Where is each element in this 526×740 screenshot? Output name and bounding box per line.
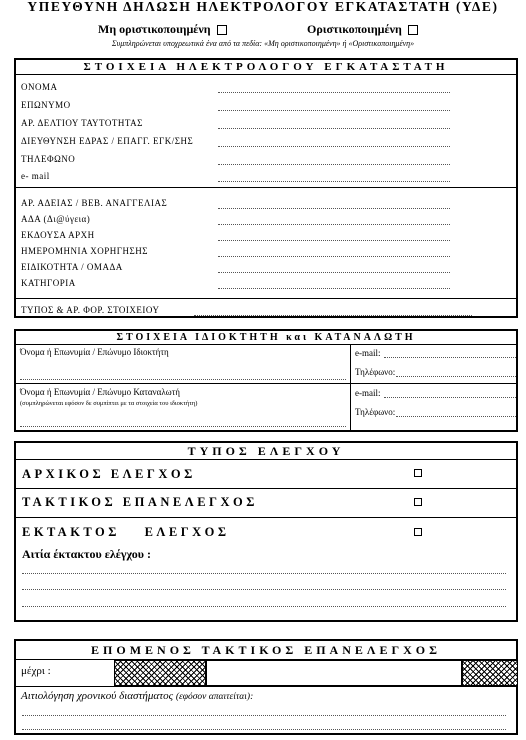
consumer-note: (συμπληρώνεται εφόσον δε συμπίπτει με τα στοιχεία του ιδιοκτήτη) xyxy=(20,400,198,407)
field-label: ΤΥΠΟΣ & ΑΡ. ΦΟΡ. ΣΤΟΙΧΕΙΟΥ xyxy=(21,305,160,315)
initial-inspection-checkbox[interactable] xyxy=(414,469,422,477)
initial-inspection-label: ΑΡΧΙΚΟΣ ΕΛΕΓΧΟΣ xyxy=(22,467,196,481)
periodic-inspection-label: ΤΑΚΤΙΚΟΣ ΕΠΑΝΕΛΕΓΧΟΣ xyxy=(22,495,258,509)
option-final-label: Οριστικοποιημένη xyxy=(307,22,402,36)
issuing-authority-input[interactable] xyxy=(218,240,450,241)
consumer-name-label: Όνομα ή Επωνυμία / Επώνυμο Καταναλωτή xyxy=(20,387,180,397)
electrician-section xyxy=(14,58,518,318)
until-label: μέχρι : xyxy=(21,665,51,677)
reason-label: Αιτία έκτακτου ελέγχου : xyxy=(22,547,151,561)
final-checkbox[interactable] xyxy=(408,25,418,35)
header-note: Συμπληρώνεται υποχρεωτικά ένα από τα πεδία: «Μη οριστικοποιημένη» ή «Οριστικοποιημένη» xyxy=(111,39,415,48)
justification-label-text: Αιτιολόγηση χρονικού διαστήματος xyxy=(21,690,174,702)
owner-name-input[interactable] xyxy=(20,379,346,380)
owner-name-label: Όνομα ή Επωνυμία / Επώνυμο Ιδιοκτήτη xyxy=(20,347,169,357)
inspection-heading: ΤΥΠΟΣ ΕΛΕΓΧΟΥ xyxy=(16,443,516,460)
page-title: ΥΠΕΥΘΥΝΗ ΔΗΛΩΣΗ ΗΛΕΚΤΡΟΛΟΓΟΥ ΕΓΚΑΤΑΣΤΑΤΗ (ΥΔΕ) xyxy=(27,0,499,14)
field-label: ΚΑΤΗΓΟΡΙΑ xyxy=(21,278,76,288)
option-non-final[interactable] xyxy=(98,22,227,37)
specialty-input[interactable] xyxy=(218,272,450,273)
field-label: ΕΙΔΙΚΟΤΗΤΑ / ΟΜΑΔΑ xyxy=(21,262,123,272)
extraordinary-inspection-label: ΕΚΤΑΚΤΟΣ ΕΛΕΓΧΟΣ xyxy=(22,525,230,539)
consumer-phone-input[interactable] xyxy=(396,416,516,417)
field-label: ΑΔΑ (Δι@ύγεια) xyxy=(21,214,91,224)
license-input[interactable] xyxy=(218,208,450,209)
tax-id-input[interactable] xyxy=(194,315,472,316)
address-input[interactable] xyxy=(218,146,450,147)
field-label: ΑΡ. ΔΕΛΤΙΟΥ ΤΑΥΤΟΤΗΤΑΣ xyxy=(21,118,143,128)
consumer-email-input[interactable] xyxy=(384,397,516,398)
field-label: ΤΗΛΕΦΩΝΟ xyxy=(21,154,76,164)
reason-line[interactable] xyxy=(22,573,506,574)
extraordinary-inspection-checkbox[interactable] xyxy=(414,528,422,536)
field-label: ΑΡ. ΑΔΕΙΑΣ / ΒΕΒ. ΑΝΑΓΓΕΛΙΑΣ xyxy=(21,198,168,208)
reason-line[interactable] xyxy=(22,606,506,607)
ada-input[interactable] xyxy=(218,224,450,225)
until-date-input[interactable] xyxy=(206,660,462,686)
inspection-section xyxy=(14,441,518,622)
owner-heading: ΣΤΟΙΧΕΙΑ ΙΔΙΟΚΤΗΤΗ και ΚΑΤΑΝΑΛΩΤΗ xyxy=(16,331,516,345)
column-divider xyxy=(350,345,351,432)
category-input[interactable] xyxy=(218,288,450,289)
periodic-inspection-checkbox[interactable] xyxy=(414,498,422,506)
owner-phone-label: Τηλέφωνο: xyxy=(355,367,396,377)
divider xyxy=(16,686,516,687)
owner-section xyxy=(14,329,518,432)
phone-input[interactable] xyxy=(218,164,450,165)
id-number-input[interactable] xyxy=(218,128,450,129)
non-final-checkbox[interactable] xyxy=(217,25,227,35)
consumer-phone-label: Τηλέφωνο: xyxy=(355,407,396,417)
next-inspection-heading: ΕΠΟΜΕΝΟΣ ΤΑΚΤΙΚΟΣ ΕΠΑΝΕΛΕΓΧΟΣ xyxy=(16,641,516,660)
divider xyxy=(16,298,516,299)
justification-note: (εφόσον απαιτείται): xyxy=(175,692,254,702)
hatched-area xyxy=(114,660,206,686)
owner-phone-input[interactable] xyxy=(396,376,516,377)
divider xyxy=(16,187,516,188)
field-label: ΟΝΟΜΑ xyxy=(21,82,58,92)
field-label: ΗΜΕΡΟΜΗΝΙΑ ΧΟΡΗΓΗΣΗΣ xyxy=(21,246,148,256)
field-label: ΕΚΔΟΥΣΑ ΑΡΧΗ xyxy=(21,230,95,240)
option-final[interactable] xyxy=(307,22,418,37)
issue-date-input[interactable] xyxy=(218,256,450,257)
justification-label xyxy=(21,690,253,702)
electrician-heading: ΣΤΟΙΧΕΙΑ ΗΛΕΚΤΡΟΛΟΓΟΥ ΕΓΚΑΤΑΣΤΑΤΗ xyxy=(16,60,516,75)
hatched-area xyxy=(462,660,518,686)
reason-line[interactable] xyxy=(22,589,506,590)
justification-line[interactable] xyxy=(22,715,506,716)
owner-email-label: e-mail: xyxy=(355,348,381,358)
divider xyxy=(16,383,516,384)
field-label: ΔΙΕΥΘΥΝΣΗ ΕΔΡΑΣ / ΕΠΑΓΓ. ΕΓΚ/ΣΗΣ xyxy=(21,136,194,146)
next-inspection-section xyxy=(14,639,518,735)
last-name-input[interactable] xyxy=(218,110,450,111)
first-name-input[interactable] xyxy=(218,92,450,93)
consumer-email-label: e-mail: xyxy=(355,388,381,398)
divider xyxy=(16,488,516,489)
field-label: ΕΠΩΝΥΜΟ xyxy=(21,100,71,110)
justification-line[interactable] xyxy=(22,729,506,730)
owner-email-input[interactable] xyxy=(384,357,516,358)
email-input[interactable] xyxy=(218,181,450,182)
divider xyxy=(16,517,516,518)
field-label: e- mail xyxy=(21,171,50,181)
consumer-name-input[interactable] xyxy=(20,426,346,427)
option-non-final-label: Μη οριστικοποιημένη xyxy=(98,22,211,36)
